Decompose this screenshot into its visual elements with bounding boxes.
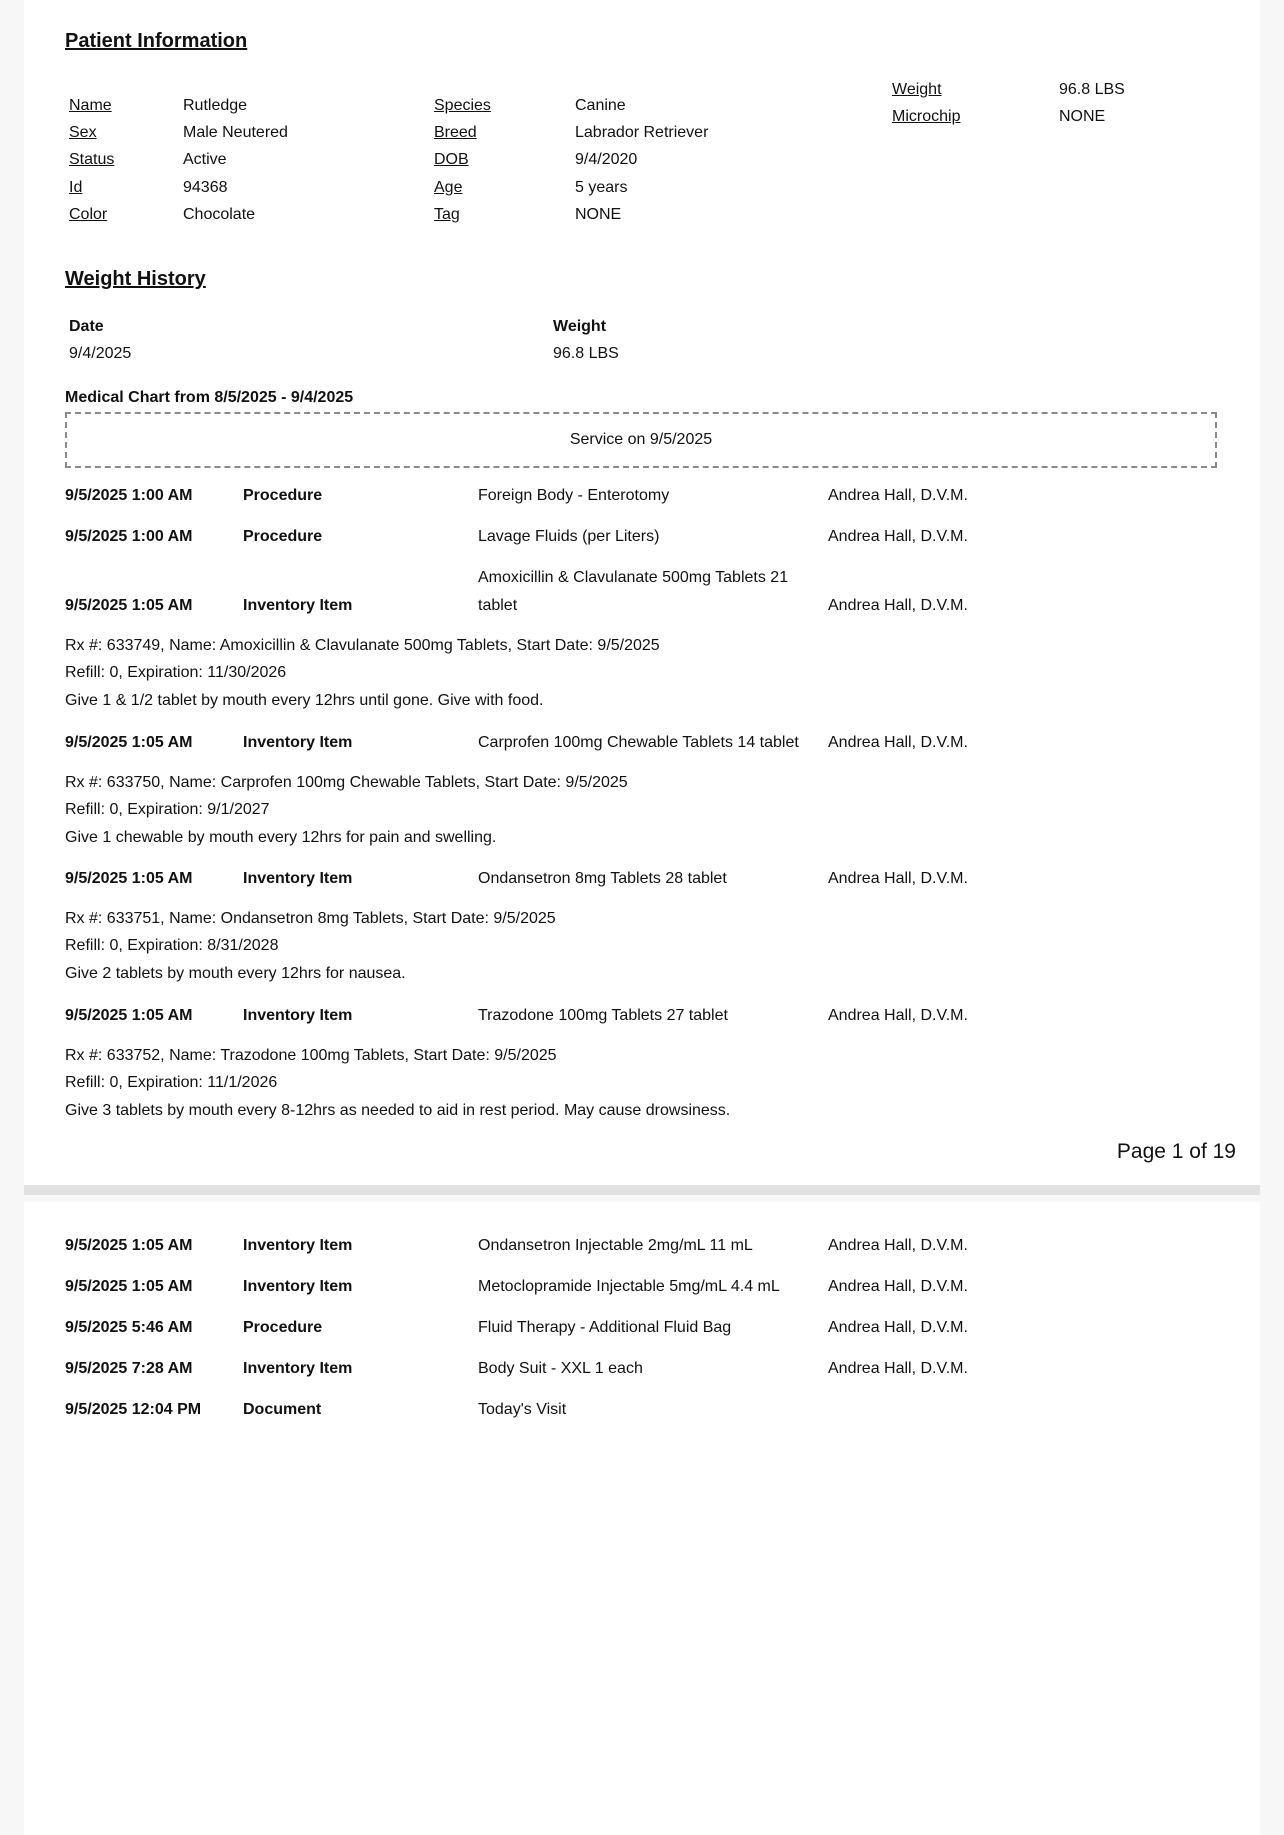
value-weight: 96.8 LBS [1059,81,1125,98]
label-age: Age [434,179,463,196]
rx-line: Rx #: 633752, Name: Trazodone 100mg Tablets, Start Date: 9/5/2025 [65,1047,557,1064]
page-number: Page 1 of 19 [1116,1140,1236,1163]
entry-datetime: 9/5/2025 1:00 AM [65,487,193,504]
entry-type: Inventory Item [243,597,353,614]
entry-description-line2: tablet [478,597,518,614]
entry-type: Inventory Item [243,1360,353,1377]
weight-history-weight: 96.8 LBS [553,345,619,362]
entry-provider: Andrea Hall, D.V.M. [828,487,968,504]
entry-datetime: 9/5/2025 1:05 AM [65,1237,193,1254]
value-sex: Male Neutered [183,124,288,141]
rx-details [65,1042,730,1124]
service-label: Service on 9/5/2025 [569,431,713,448]
label-breed: Breed [434,124,477,141]
entry-description-line1: Amoxicillin & Clavulanate 500mg Tablets 21 [478,569,789,586]
entry-datetime: 9/5/2025 12:04 PM [65,1401,202,1418]
entry-datetime: 9/5/2025 1:05 AM [65,1007,193,1024]
patient-information-title: Patient Information [65,30,248,52]
label-weight: Weight [892,81,942,98]
entry-description: Today's Visit [478,1401,567,1418]
medical-chart-title: Medical Chart from 8/5/2025 - 9/4/2025 [65,389,354,406]
entry-datetime: 9/5/2025 1:00 AM [65,528,193,545]
entry-provider: Andrea Hall, D.V.M. [828,1319,968,1336]
weight-history-date-header: Date [69,318,104,335]
value-id: 94368 [183,179,228,196]
entry-description: Ondansetron Injectable 2mg/mL 11 mL [478,1237,753,1254]
service-header [65,412,1217,468]
entry-datetime: 9/5/2025 5:46 AM [65,1319,193,1336]
value-status: Active [183,151,227,168]
entry-type: Inventory Item [243,1237,353,1254]
chart-entry [65,870,1225,892]
value-dob: 9/4/2020 [575,151,638,168]
entry-datetime: 9/5/2025 7:28 AM [65,1360,193,1377]
entry-description: Trazodone 100mg Tablets 27 tablet [478,1007,728,1024]
chart-entry [65,1360,1225,1382]
entry-type: Procedure [243,528,323,545]
rx-line: Refill: 0, Expiration: 9/1/2027 [65,801,270,819]
value-name: Rutledge [183,97,248,114]
rx-line: Refill: 0, Expiration: 8/31/2028 [65,937,279,955]
label-tag: Tag [434,206,460,223]
label-microchip: Microchip [892,108,961,125]
entry-provider: Andrea Hall, D.V.M. [828,528,968,545]
rx-details [65,769,628,851]
rx-line: Rx #: 633749, Name: Amoxicillin & Clavulanate 500mg Tablets, Start Date: 9/5/2025 [65,637,660,654]
value-age: 5 years [575,179,628,196]
rx-line: Give 3 tablets by mouth every 8-12hrs as needed to aid in rest period. May cause drowsiness. [65,1101,731,1119]
entry-type: Procedure [243,1319,323,1336]
entry-datetime: 9/5/2025 1:05 AM [65,1278,193,1295]
chart-entry [65,1278,1225,1300]
rx-line: Rx #: 633751, Name: Ondansetron 8mg Tablets, Start Date: 9/5/2025 [65,910,556,927]
chart-entry [65,597,1225,619]
label-name: Name [69,97,112,114]
label-status: Status [69,151,115,168]
entry-description: Fluid Therapy - Additional Fluid Bag [478,1319,732,1336]
label-id: Id [69,179,83,196]
value-color: Chocolate [183,206,256,223]
rx-details [65,632,660,714]
label-species: Species [434,97,491,114]
entry-type: Inventory Item [243,1007,353,1024]
entry-provider: Andrea Hall, D.V.M. [828,1360,968,1377]
entry-datetime: 9/5/2025 1:05 AM [65,734,193,751]
chart-entry [65,1237,1225,1259]
rx-line: Give 1 chewable by mouth every 12hrs for pain and swelling. [65,828,497,846]
rx-line: Give 1 & 1/2 tablet by mouth every 12hrs until gone. Give with food. [65,691,544,709]
weight-history-title: Weight History [65,268,206,290]
entry-description: Ondansetron 8mg Tablets 28 tablet [478,870,727,887]
entry-datetime: 9/5/2025 1:05 AM [65,870,193,887]
chart-entry [65,1401,1225,1423]
weight-history-weight-header: Weight [553,318,607,335]
entry-provider: Andrea Hall, D.V.M. [828,734,968,751]
rx-line: Rx #: 633750, Name: Carprofen 100mg Chewable Tablets, Start Date: 9/5/2025 [65,774,628,791]
weight-history-date: 9/4/2025 [69,345,132,362]
entry-type: Procedure [243,487,323,504]
page-separator [24,1185,1260,1195]
entry-type: Document [243,1401,322,1418]
entry-provider: Andrea Hall, D.V.M. [828,1278,968,1295]
entry-datetime: 9/5/2025 1:05 AM [65,597,193,614]
rx-line: Refill: 0, Expiration: 11/1/2026 [65,1074,278,1092]
label-sex: Sex [69,124,97,141]
label-color: Color [69,206,108,223]
entry-type: Inventory Item [243,1278,353,1295]
entry-provider: Andrea Hall, D.V.M. [828,597,968,614]
chart-entry [65,734,1225,756]
chart-entry [65,487,1225,509]
rx-line: Refill: 0, Expiration: 11/30/2026 [65,664,287,682]
value-species: Canine [575,97,626,114]
chart-entry [65,528,1225,550]
entry-provider: Andrea Hall, D.V.M. [828,870,968,887]
rx-line: Give 2 tablets by mouth every 12hrs for nausea. [65,964,406,982]
entry-description: Foreign Body - Enterotomy [478,487,670,504]
entry-description: Lavage Fluids (per Liters) [478,528,660,545]
value-tag: NONE [575,206,622,223]
entry-description: Metoclopramide Injectable 5mg/mL 4.4 mL [478,1278,780,1295]
value-microchip: NONE [1059,108,1106,125]
chart-entry [65,1007,1225,1029]
value-breed: Labrador Retriever [575,124,709,141]
chart-entry [65,1319,1225,1341]
entry-provider: Andrea Hall, D.V.M. [828,1007,968,1024]
entry-type: Inventory Item [243,734,353,751]
entry-description: Carprofen 100mg Chewable Tablets 14 tablet [478,734,799,751]
rx-details [65,905,556,987]
label-dob: DOB [434,151,469,168]
entry-description: Body Suit - XXL 1 each [478,1360,643,1377]
entry-type: Inventory Item [243,870,353,887]
entry-provider: Andrea Hall, D.V.M. [828,1237,968,1254]
